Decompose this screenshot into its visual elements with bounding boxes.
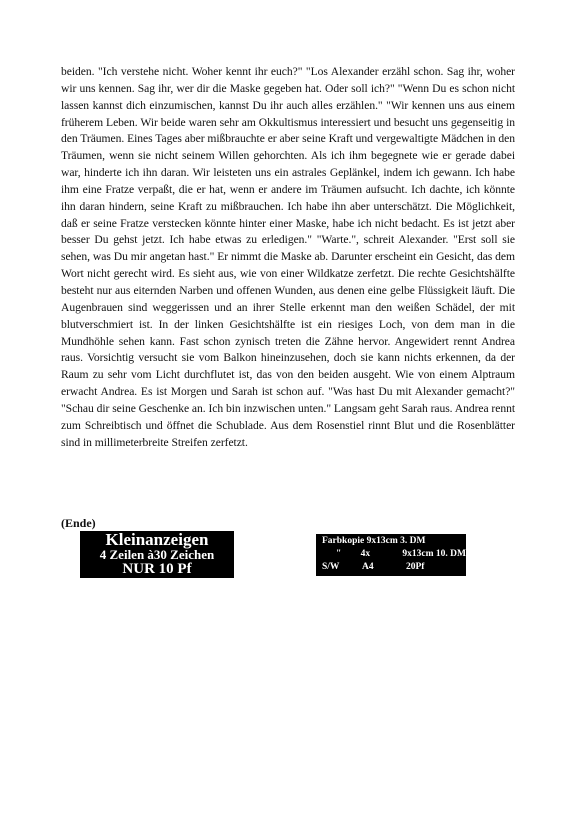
color-copy-row3 bbox=[322, 561, 466, 574]
color-copy-row3-col2: A4 bbox=[362, 562, 374, 572]
classifieds-terms: 4 Zeilen à30 Zeichen bbox=[99, 547, 215, 562]
classifieds-price: NUR 10 Pf bbox=[122, 561, 192, 577]
color-copy-ad bbox=[316, 534, 466, 576]
color-copy-row2-col3: 9x13cm 10. DM bbox=[402, 549, 466, 559]
story-text: beiden. "Ich verstehe nicht. Woher kennt ihr euch?" "Los Alexander erzähl schon. Sag ihr, woher wir uns kennen. Sag ihr, wer dir die Maske gegeben hat. Oder soll ich?" "Wenn Du es schon nicht lassen kannst dich einzumischen, kannst Du ihr auch alles erzählen." "Wir kennen uns aus einem früherem Leben. Wir beide waren sehr am Okkultismus interessiert und besucht uns gegenseitig in den Träumen. Eines Tages aber mißbrauchte er aber seine Kraft und vergewaltigte Mädchen in den Träumen, wenn sie nicht seinem Willen gehorchten. Als ich ihm begegnete wie er gerade dabei war, hinderte ich ihn daran. Wir leisteten uns ein astrales Geplänkel, indem ich gewann. Ich habe ihm eine Fratze verpaßt, die er hat, wenn er andere im Träumen aufsucht. Ich dachte, ich könnte ihn daran hindern, seine Kraft zu mißbrauchen. Ich habe ihn aber unterschätzt. Die Möglichkeit, daß er seine Fratze verstecken könnte hinter einer Maske, habe ich nicht bedacht. Es ist jetzt aber besser Du gehst jetzt. Ich habe etwas zu erledigen." "Warte.", schreit Alexander. "Erst soll sie sehen, was Du mir angetan hast." Er nimmt die Maske ab. Darunter erscheint ein Gesicht, das dem Wort nicht gerecht wird. Es sieht aus, wie von einer Wildkatze zerfetzt. Die rechte Gesichtshälfte besteht nur aus eiternden Narben und offenen Wunden, aus denen eine gelbe Flüssigkeit läuft. Die Augenbrauen sind weggerissen und an ihrer Stelle erkennt man den weißen Schädel, der mit blutverschmiert ist. In der linken Gesichtshälfte ist ein riesiges Loch, von dem man in die Mundhöhle sehen kann. Fast schon zynisch treten die Zähne hervor. Angewidert rennt Andrea raus. Vorsichtig versucht sie vom Balkon hineinzusehen, doch sie kann nichts erkennen, da der Raum zu sehr vom Licht durchflutet ist, das von den beiden ausgeht. Wie von einem Alptraum erwacht Andrea. Es ist Morgen und Sarah ist schon auf. "Was hast Du mit Alexander gemacht?" "Schau dir seine Geschenke an. Ich bin inzwischen unten." Langsam geht Sarah raus. Andrea rennt zum Schreibtisch und öffnet die Schublade. Aus dem Rosenstiel rinnt Blut und die Rosenblätter sind in millimeterbreite Streifen zerfetzt. bbox=[61, 65, 515, 449]
classifieds-title: Kleinanzeigen bbox=[105, 530, 209, 549]
color-copy-row2 bbox=[322, 548, 466, 561]
color-copy-row3-col3: 20Pf bbox=[406, 562, 425, 572]
color-copy-row3-col1: S/W bbox=[322, 562, 340, 572]
color-copy-row2-col2: 4x bbox=[360, 549, 371, 559]
color-copy-row2-col1: " bbox=[336, 549, 342, 559]
end-marker: (Ende) bbox=[61, 516, 96, 530]
color-copy-line1: Farbkopie 9x13cm 3. DM bbox=[322, 536, 426, 546]
classifieds-ad bbox=[80, 531, 234, 578]
